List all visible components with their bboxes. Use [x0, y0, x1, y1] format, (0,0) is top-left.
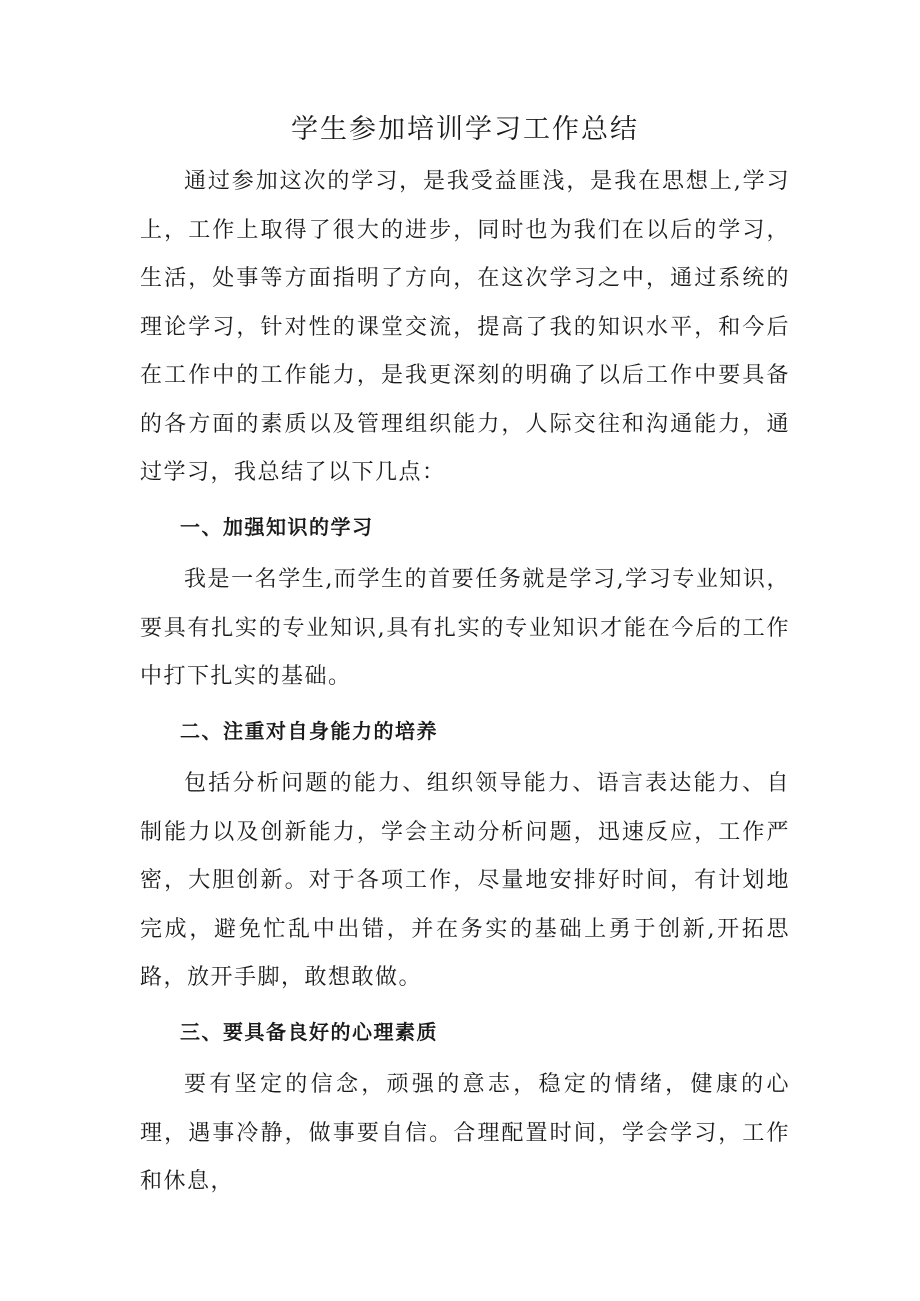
document-title: 学生参加培训学习工作总结	[291, 114, 639, 145]
section-body-2: 包括分析问题的能力、组织领导能力、语言表达能力、自制能力以及创新能力，学会主动分析问题，迅速反应，工作严密，大胆创新。对于各项工作，尽量地安排好时间，有计划地完成，避免忙乱中出错，并在务实的基础上勇于创新,开拓思路，放开手脚，敢想敢做。	[140, 771, 790, 990]
section-heading-2: 二、注重对自身能力的培养	[180, 718, 438, 743]
document-body	[140, 112, 790, 1207]
section-heading-3: 三、要具备良好的心理素质	[180, 1019, 438, 1044]
section-heading-1: 一、加强知识的学习	[180, 514, 374, 539]
section-body-3: 要有坚定的信念，顽强的意志，稳定的情绪，健康的心理，遇事冷静，做事要自信。合理配置时间，学会学习，工作和休息，	[140, 1072, 790, 1194]
intro-paragraph: 通过参加这次的学习，是我受益匪浅，是我在思想上,学习上，工作上取得了很大的进步，同时也为我们在以后的学习，生活，处事等方面指明了方向，在这次学习之中，通过系统的理论学习，针对性的课堂交流，提高了我的知识水平，和今后在工作中的工作能力，是我更深刻的明确了以后工作中要具备的各方面的素质以及管理组织能力，人际交往和沟通能力，通过学习，我总结了以下几点：	[140, 169, 790, 485]
section-body-1: 我是一名学生,而学生的首要任务就是学习,学习专业知识，要具有扎实的专业知识,具有扎实的专业知识才能在今后的工作中打下扎实的基础。	[140, 567, 790, 689]
